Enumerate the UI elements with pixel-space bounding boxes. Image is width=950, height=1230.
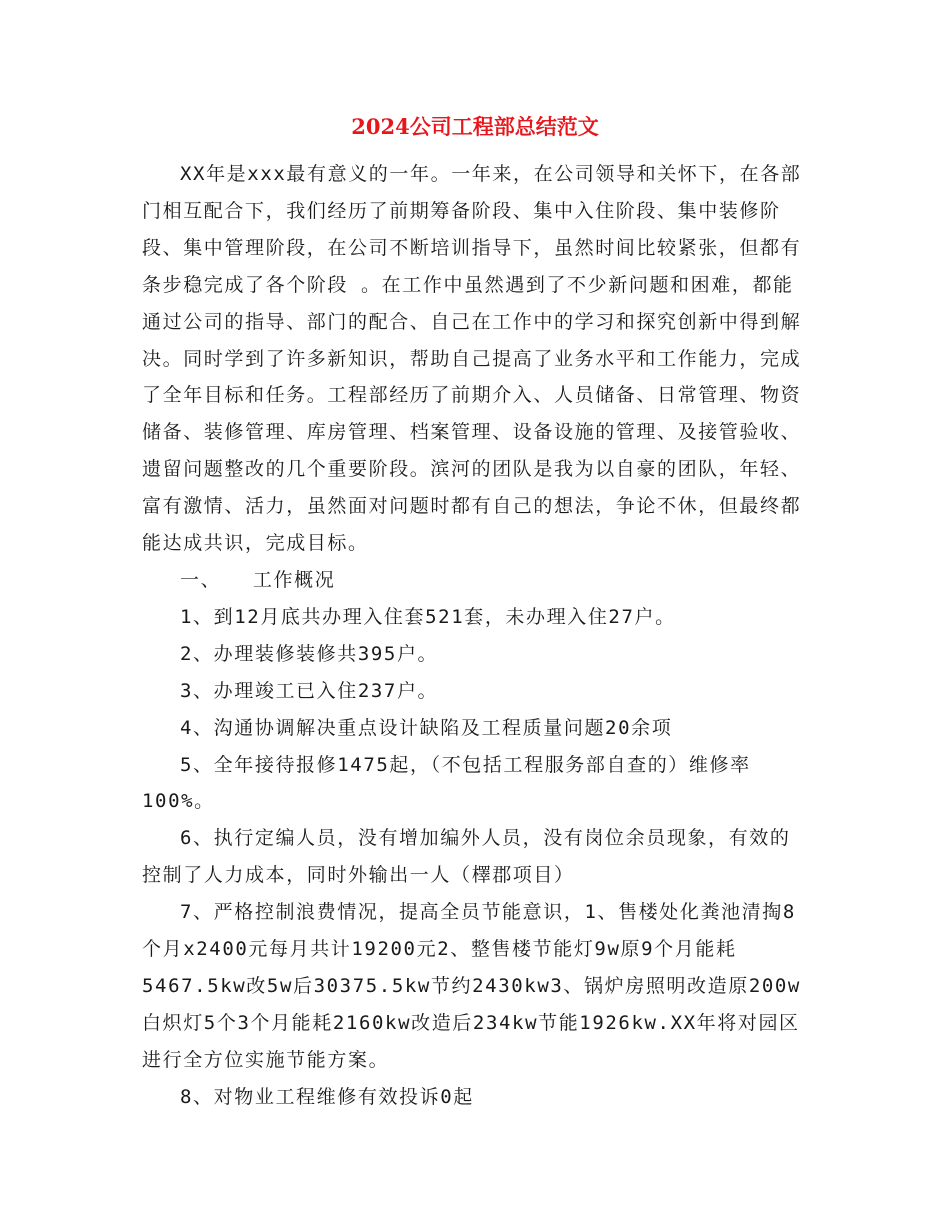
list-item: 3、办理竣工已入住237户。 [180,679,439,702]
list-item: 7、严格控制浪费情况，提高全员节能意识，1、售楼处化粪池清掏8个月x2400元每月共计19200元2、整售楼节能灯9w原9个月能耗5467.5kw改5w后30375.5kw节约2430kw3、锅炉房照明改造原200w白炽灯5个3个月能耗2160kw改造后234kw节能1926kw.XX年将对园区进行全方位实施节能方案。 [142,901,801,1071]
list-item: 8、对物业工程维修有效投诉0起 [180,1085,474,1108]
document-title: 2024公司工程部总结范文 [351,114,599,139]
section-heading: 一、 工作概况 [180,568,336,591]
list-item: 2、办理装修装修共395户。 [180,642,439,665]
list-item: 1、到12月底共办理入住套521套，未办理入住27户。 [180,605,676,628]
list-item: 5、全年接待报修1475起，（不包括工程服务部自查的）维修率100%。 [142,753,751,813]
list-item: 4、沟通协调解决重点设计缺陷及工程质量问题20余项 [180,716,673,739]
document-body [142,156,808,1116]
list-item: 6、执行定编人员，没有增加编外人员，没有岗位余员现象，有效的控制了人力成本，同时外输出一人（檡郡项目） [142,827,791,887]
intro-paragraph: XX年是xxx最有意义的一年。一年来，在公司领导和关怀下，在各部门相互配合下，我们经历了前期筹备阶段、集中入住阶段、集中装修阶段、集中管理阶段，在公司不断培训指导下，虽然时间比较紧张，但都有条步稳完成了各个阶段 。在工作中虽然遇到了不少新问题和困难，都能通过公司的指导、部门的配合、自己在工作中的学习和探究创新中得到解决。同时学到了许多新知识，帮助自己提高了业务水平和工作能力，完成了全年目标和任务。工程部经历了前期介入、人员储备、日常管理、物资储备、装修管理、库房管理、档案管理、设备设施的管理、及接管验收、遗留问题整改的几个重要阶段。滨河的团队是我为以自豪的团队，年轻、富有激情、活力，虽然面对问题时都有自己的想法，争论不休，但最终都能达成共识，完成目标。 [142,163,802,555]
